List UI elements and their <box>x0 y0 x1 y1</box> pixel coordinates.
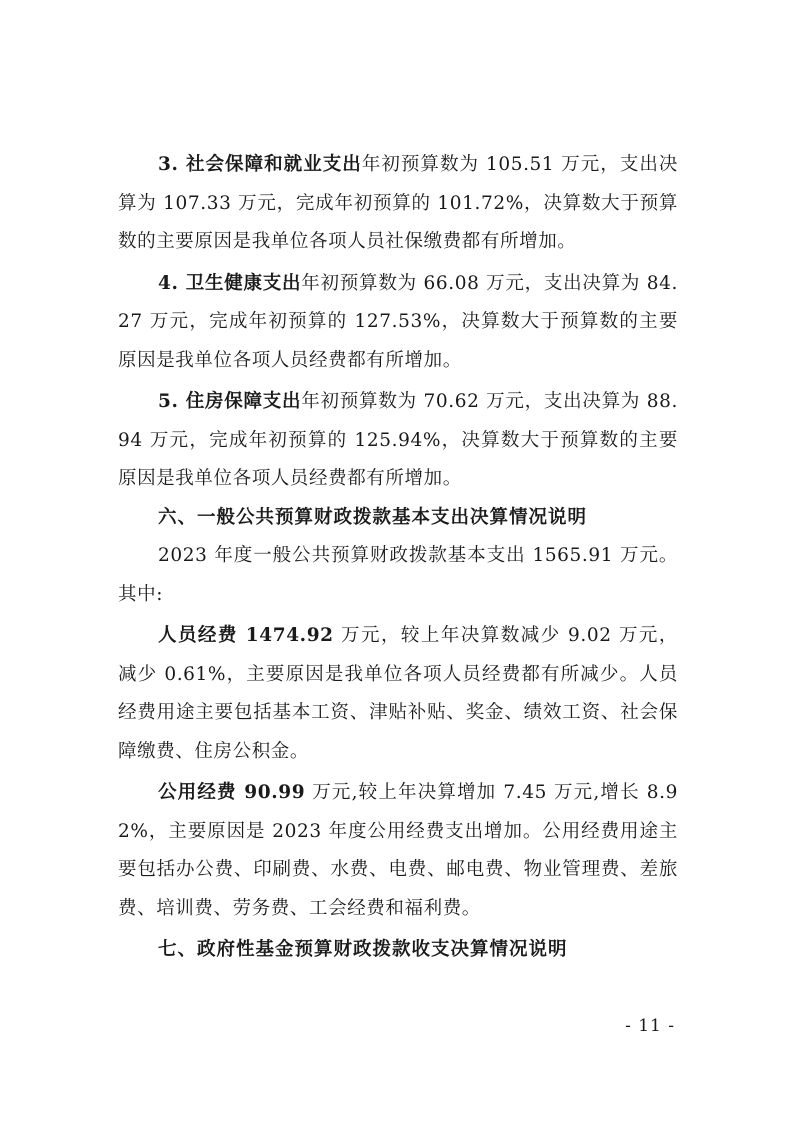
paragraph-social-security <box>118 146 678 262</box>
paragraph-personnel-expenses <box>118 617 678 771</box>
paragraph-lead-health: 4. 卫生健康支出 <box>158 272 302 294</box>
section-heading-six: 六、一般公共预算财政拨款基本支出决算情况说明 <box>158 506 588 528</box>
document-body <box>118 146 678 970</box>
section-heading-seven: 七、政府性基金预算财政拨款收支决算情况说明 <box>158 939 568 960</box>
paragraph-text-health: 年初预算数为 66.08 万元，支出决算为 84.27 万元，完成年初预算的 127.53%，决算数大于预算数的主要原因是我单位各项人员经费都有所增加。 <box>118 272 679 371</box>
paragraph-lead-personnel-expenses: 人员经费 1474.92 <box>158 625 334 646</box>
paragraph-text-housing: 年初预算数为 70.62 万元，支出决算为 88.94 万元，完成年初预算的 125.94%，决算数大于预算数的主要原因是我单位各项人员经费都有所增加。 <box>118 391 679 489</box>
paragraph-health <box>118 265 678 381</box>
paragraph-lead-housing: 5. 住房保障支出 <box>158 391 302 412</box>
paragraph-text-personnel-expenses: 万元，较上年决算数减少 9.02 万元，减少 0.61%，主要原因是我单位各项人员经费都有所减少。人员经费用途主要包括基本工资、津贴补贴、奖金、绩效工资、社会保障缴费、住房公积金。 <box>118 625 678 762</box>
paragraph-basic-expenditure: 2023 年度一般公共预算财政拨款基本支出 1565.91 万元。其中: <box>118 545 678 605</box>
page-number: - 11 - <box>625 1016 675 1036</box>
paragraph-public-expenses <box>118 774 678 928</box>
paragraph-lead-public-expenses: 公用经费 90.99 <box>158 782 306 803</box>
paragraph-housing <box>118 383 678 499</box>
paragraph-lead-social-security: 3. 社会保障和就业支出 <box>158 154 362 175</box>
paragraph-text-social-security: 年初预算数为 105.51 万元，支出决算为 107.33 万元，完成年初预算的 101.72%，决算数大于预算数的主要原因是我单位各项人员社保缴费都有所增加。 <box>118 154 678 252</box>
paragraph-text-public-expenses: 万元,较上年决算增加 7.45 万元,增长 8.92%，主要原因是 2023 年度公用经费支出增加。公用经费用途主要包括办公费、印刷费、水费、电费、邮电费、物业管理费、差旅费、培训费、劳务费、工会经费和福利费。 <box>118 782 679 919</box>
